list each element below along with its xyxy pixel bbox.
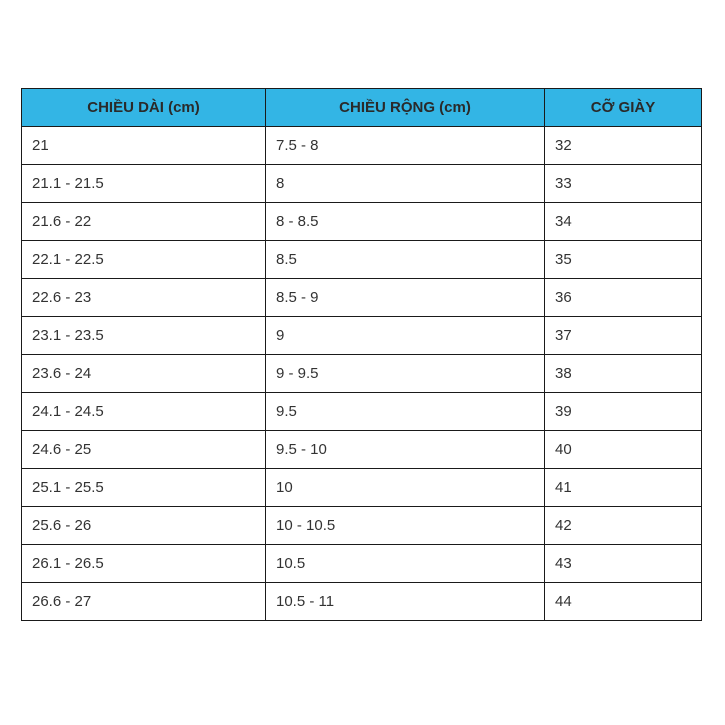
cell-width: 10 - 10.5 [266,507,545,545]
cell-width: 9 [266,317,545,355]
cell-shoe-size: 35 [545,241,702,279]
table-row [22,431,702,469]
table-row [22,279,702,317]
cell-width: 8.5 - 9 [266,279,545,317]
cell-width: 10 [266,469,545,507]
table-row [22,203,702,241]
cell-shoe-size: 33 [545,165,702,203]
cell-length: 23.6 - 24 [22,355,266,393]
table-row [22,355,702,393]
cell-shoe-size: 34 [545,203,702,241]
cell-width: 8.5 [266,241,545,279]
cell-width: 9 - 9.5 [266,355,545,393]
cell-width: 10.5 - 11 [266,583,545,621]
cell-width: 10.5 [266,545,545,583]
cell-shoe-size: 32 [545,127,702,165]
table-row [22,583,702,621]
cell-shoe-size: 37 [545,317,702,355]
cell-shoe-size: 39 [545,393,702,431]
cell-length: 22.1 - 22.5 [22,241,266,279]
cell-width: 8 [266,165,545,203]
table-row [22,393,702,431]
cell-length: 24.1 - 24.5 [22,393,266,431]
cell-shoe-size: 36 [545,279,702,317]
cell-length: 26.1 - 26.5 [22,545,266,583]
table-row [22,317,702,355]
cell-length: 23.1 - 23.5 [22,317,266,355]
cell-shoe-size: 38 [545,355,702,393]
header-width: CHIỀU RỘNG (cm) [266,89,545,127]
cell-length: 22.6 - 23 [22,279,266,317]
cell-width: 9.5 [266,393,545,431]
table-header [22,89,702,127]
table-body [22,127,702,621]
cell-width: 8 - 8.5 [266,203,545,241]
table-row [22,545,702,583]
header-length: CHIỀU DÀI (cm) [22,89,266,127]
table-row [22,241,702,279]
cell-length: 21 [22,127,266,165]
shoe-size-table [21,88,702,621]
cell-length: 25.6 - 26 [22,507,266,545]
table-row [22,469,702,507]
cell-shoe-size: 40 [545,431,702,469]
header-row [22,89,702,127]
cell-shoe-size: 43 [545,545,702,583]
table-row [22,507,702,545]
cell-length: 21.1 - 21.5 [22,165,266,203]
cell-length: 24.6 - 25 [22,431,266,469]
cell-length: 26.6 - 27 [22,583,266,621]
cell-length: 25.1 - 25.5 [22,469,266,507]
cell-width: 9.5 - 10 [266,431,545,469]
cell-length: 21.6 - 22 [22,203,266,241]
cell-width: 7.5 - 8 [266,127,545,165]
header-shoe-size: CỠ GIÀY [545,89,702,127]
cell-shoe-size: 42 [545,507,702,545]
table-row [22,127,702,165]
cell-shoe-size: 44 [545,583,702,621]
table-row [22,165,702,203]
cell-shoe-size: 41 [545,469,702,507]
